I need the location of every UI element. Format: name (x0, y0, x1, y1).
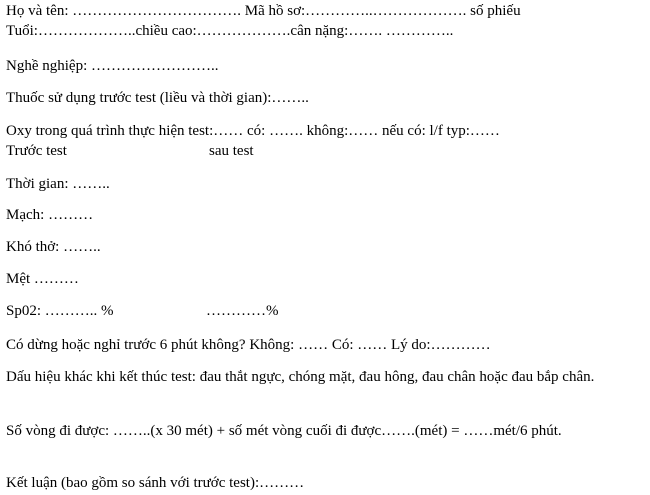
medication-line: Thuốc sử dụng trước test (liều và thời gian):…….. (6, 90, 309, 106)
laps-line: Số vòng đi được: ……..(x 30 mét) + số mét vòng cuối đi được…….(mét) = ……mét/6 phút. (6, 423, 562, 439)
pulse-line: Mạch: ……… (6, 207, 94, 223)
spo2-after: …………% (206, 303, 279, 319)
stop-question-line: Có dừng hoặc nghỉ trước 6 phút không? Không: …… Có: …… Lý do:………… (6, 337, 491, 353)
fatigue-line: Mệt ……… (6, 271, 79, 287)
conclusion-line: Kết luận (bao gồm so sánh với trước test):……… (6, 475, 305, 491)
oxygen-line: Oxy trong quá trình thực hiện test:…… có: ……. không:…… nếu có: l/f typ:…… (6, 123, 500, 139)
other-signs-line: Dấu hiệu khác khi kết thúc test: đau thắt ngực, chóng mặt, đau hông, đau chân hoặc đau bắp chân. (6, 369, 595, 385)
time-line: Thời gian: …….. (6, 176, 110, 192)
after-test-label: sau test (209, 143, 254, 159)
dyspnea-line: Khó thở: …….. (6, 239, 101, 255)
before-test-label: Trước test (6, 143, 67, 159)
occupation-line: Nghề nghiệp: …………………….. (6, 58, 219, 74)
age-height-weight-line: Tuổi:………………..chiều cao:……………….cân nặng:……. ………….. (6, 23, 454, 39)
spo2-before: Sp02: ……….. % (6, 303, 114, 319)
name-record-line: Họ và tên: ……………………………. Mã hồ sơ:…………..………………. số phiếu (6, 3, 521, 19)
